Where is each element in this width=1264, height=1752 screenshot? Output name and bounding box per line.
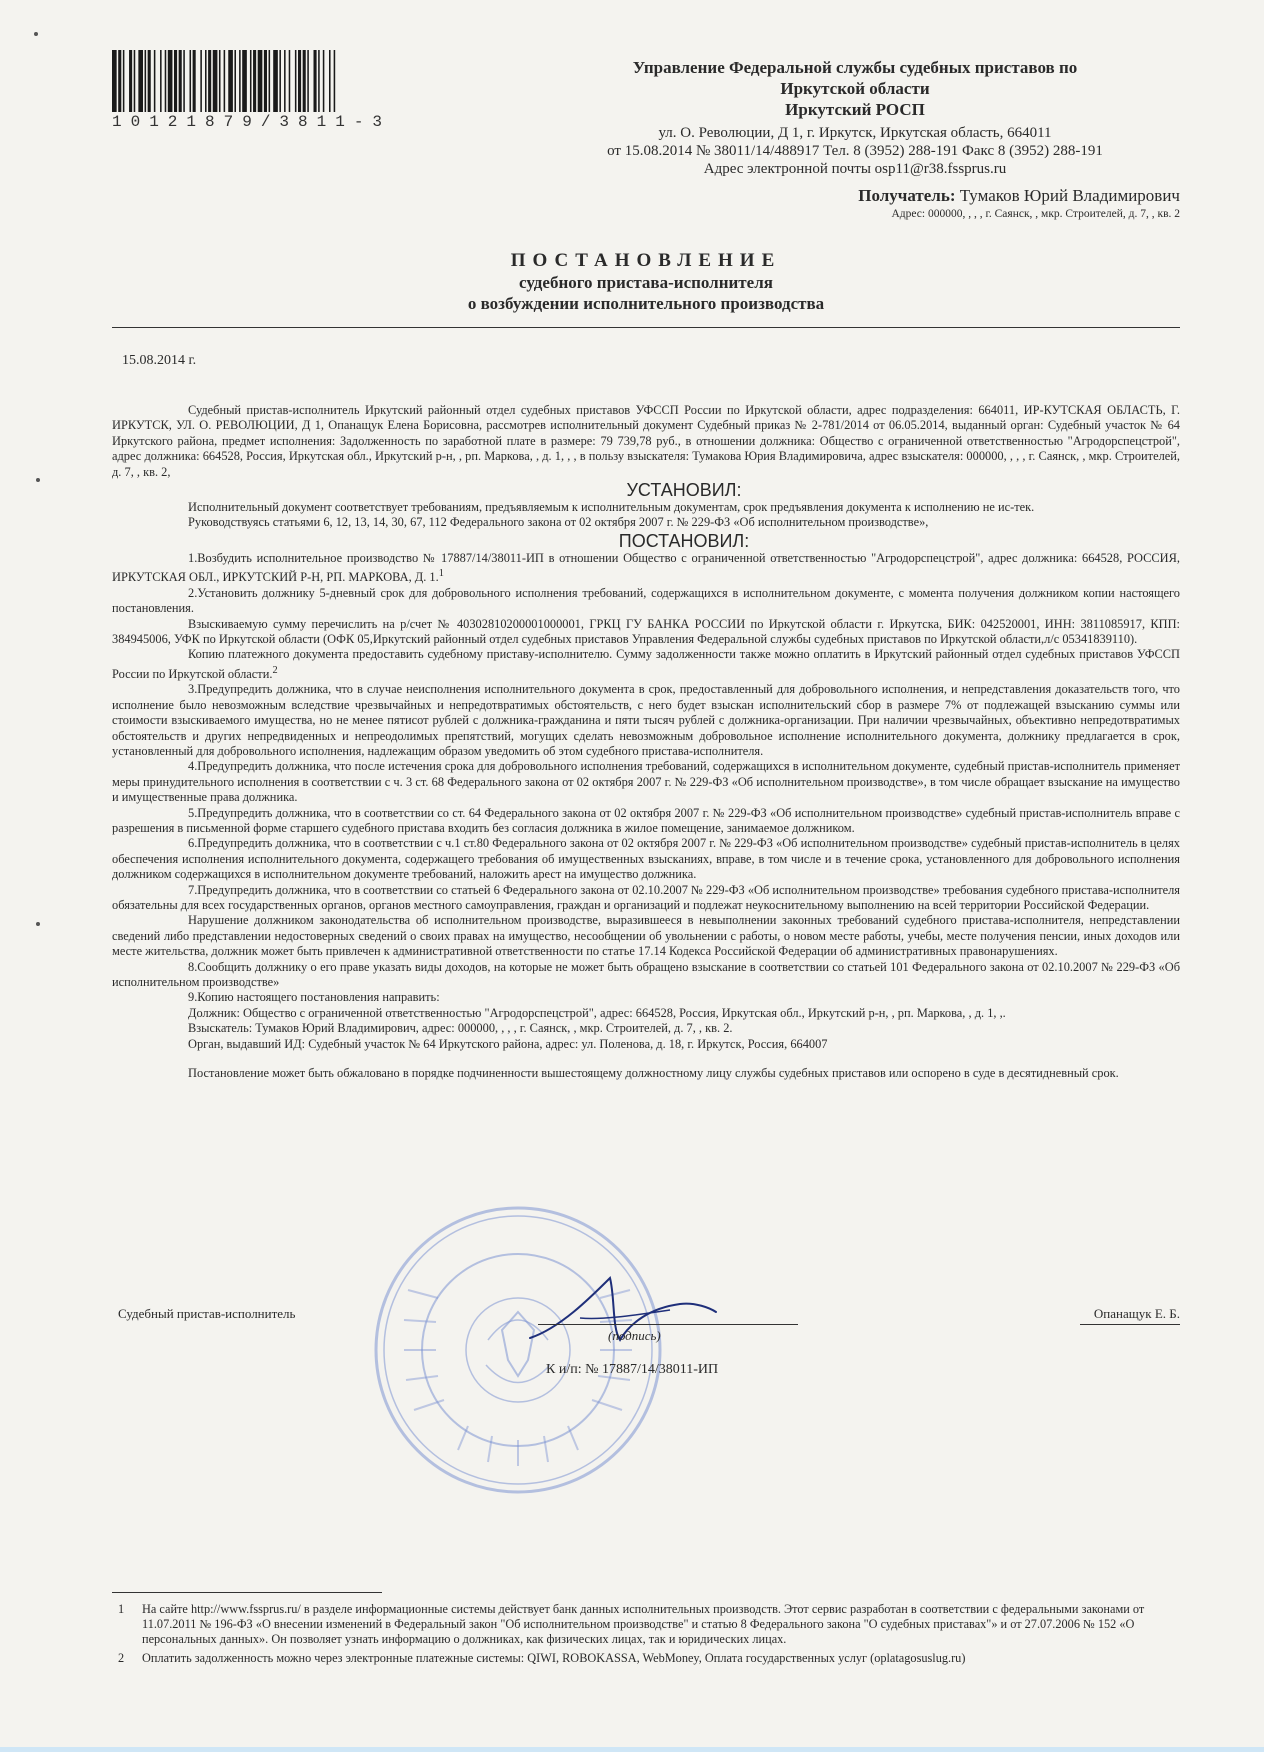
- resolution-item-3: 3.Предупредить должника, что в случае неисполнения исполнительного документа в срок, предоставленный для добровольного исполнения, и непредставления доказательств того, что исполнение было невозможным вследствие чрезвычайных и непредотвратимых обстоятельств, с него будет взыскан исполнительский сбор в размере 7% от подлежащей взысканию суммы или стоимости взыскиваемого имущества, но не менее пятисот рублей с должника-гражданина и пяти тысяч рублей с должника-организации. При наличии чрезвычайных, объективно непредотвратимых обстоятельств и других непредвиденных и непреодолимых препятствий, могущих сделать невозможным добровольное исполнение исполнительного документа, должнику предлагается в срок, установленный для добровольного исполнения, надлежащим образом уведомить об этом судебного пристава-исполнителя.: [112, 682, 1180, 758]
- title-sub1: судебного пристава-исполнителя: [519, 273, 773, 292]
- barcode-bar: [318, 50, 320, 112]
- resolution-item-7: 7.Предупредить должника, что в соответствии со статьей 6 Федерального закона от 02.10.2007 № 229-ФЗ «Об исполнительном производстве» требования судебного пристава-исполнителя обязательны для всех государственных органов, органов местного самоуправления, граждан и организаций и подлежат неукоснительному выполнению на всей территории Российской Федерации.: [112, 882, 1180, 913]
- violation-note: Нарушение должником законодательства об исполнительном производстве, выразившееся в невыполнении законных требований судебного пристава-исполнителя, непредставлении сведений либо представлении недостоверных сведений о своих правах на имущество, несообщении об увольнении с работы, о новом месте работы, учебы, месте получения пенсии, иных доходов или месте жительства, должник может быть привлечен к административной ответственности по статье 17.14 Кодекса Российской Федерации об административных правонарушениях.: [112, 913, 1180, 959]
- barcode-bar: [190, 50, 192, 112]
- footnote-number: 1: [118, 1602, 125, 1616]
- scan-speck: [36, 478, 40, 482]
- barcode-bar: [224, 50, 226, 112]
- barcode-bar: [314, 50, 317, 112]
- barcode-bar: [160, 50, 162, 112]
- barcode-bar: [165, 50, 167, 112]
- signature-line: [538, 1324, 798, 1325]
- barcode-bar: [239, 50, 241, 112]
- footnotes: [112, 1602, 1180, 1666]
- resolution-item-2: 2.Установить должнику 5-дневный срок для добровольного исполнения требований, содержащихся в исполнительном документе, с момента получения должником копии настоящего постановления.: [112, 585, 1180, 616]
- footnote-number: 2: [118, 1650, 125, 1665]
- document-title: [112, 250, 1180, 314]
- recipient-label: Получатель:: [858, 186, 956, 205]
- established-paragraph-2: Руководствуясь статьями 6, 12, 13, 14, 30, 67, 112 Федерального закона от 02 октября 2007 г. № 229-ФЗ «Об исполнительном производстве»,: [188, 515, 929, 530]
- heading-established: УСТАНОВИЛ:: [626, 480, 742, 501]
- barcode-bar: [264, 50, 267, 112]
- title-sub2: о возбуждении исполнительного производства: [467, 294, 825, 313]
- heading-resolved: ПОСТАНОВИЛ:: [618, 530, 750, 551]
- resolution-item-5: 5.Предупредить должника, что в соответствии со ст. 64 Федерального закона от 02 октября 2007 г. № 229-ФЗ «Об исполнительном производстве» судебный пристав-исполнитель вправе с разрешения в письменной форме старшего судебного пристава входить без согласия должника в жилое помещение, занимаемое должником.: [112, 805, 1180, 835]
- agency-name-line1: Управление Федеральной службы судебных приставов по: [632, 58, 1078, 77]
- payment-details: Взыскиваемую сумму перечислить на р/счет № 40302810200001000001, ГРКЦ ГУ БАНКА РОССИИ по Иркутской области г. Иркутска, БИК: 042520001, ИНН: 3811085917, КПП: 384945006, УФК по Иркутской области (ОФК 05,Иркутский районный отдел судебных приставов Управления Федеральной службы судебных приставов по Иркутской области,л/с 05341839110).: [112, 616, 1180, 646]
- barcode: [112, 50, 490, 112]
- barcode-bar: [179, 50, 182, 112]
- spacer: [112, 1052, 1180, 1066]
- established-paragraph-1: Исполнительный документ соответствует требованиям, предъявляемым к исполнительным документам, срок предъявления документа к исполнению не ис-тек.: [188, 500, 1035, 515]
- scan-speck: [36, 922, 40, 926]
- signer-position: Судебный пристав-исполнитель: [118, 1306, 296, 1321]
- barcode-bar: [334, 50, 336, 112]
- recipient-address: Адрес: 000000, , , , г. Саянск, , мкр. Строителей, д. 7, , кв. 2: [891, 208, 1180, 220]
- barcode-bar: [183, 50, 185, 112]
- barcode-bar: [253, 50, 256, 112]
- barcode-bar: [307, 50, 309, 112]
- barcode-bar: [118, 50, 121, 112]
- case-number: К и/п: № 17887/14/38011-ИП: [546, 1362, 719, 1377]
- agency-name-line2: Иркутской области: [780, 79, 930, 98]
- agency-email: Адрес электронной почты osp11@r38.fssprus.ru: [703, 161, 1007, 177]
- barcode-bar: [138, 50, 143, 112]
- barcode-bar: [208, 50, 211, 112]
- barcode-bar: [242, 50, 247, 112]
- barcode-bar: [123, 50, 125, 112]
- barcode-bar: [174, 50, 177, 112]
- payment-copy-note-text: Копию платежного документа предоставить судебному приставу-исполнителю. Сумму задолженности также можно оплатить в Иркутский районный отдел судебных приставов УФССП России по Иркутской области.: [112, 647, 1180, 681]
- payment-copy-note: [112, 647, 1180, 682]
- barcode-bar: [234, 50, 236, 112]
- recipient-block: [858, 186, 1180, 220]
- scan-edge: [0, 1747, 1264, 1752]
- copy-recipient-debtor: Должник: Общество с ограниченной ответственностью "Агродорспецстрой", адрес: 664528, Россия, Иркутская обл., Иркутский р-н, , рп. Маркова, , д. 1, ,.: [188, 1005, 1006, 1020]
- barcode-bar: [134, 50, 136, 112]
- handwritten-signature: [520, 1268, 720, 1358]
- barcode-number: 10121879/3811-3: [112, 113, 392, 131]
- recipient-name: Тумаков Юрий Владимирович: [959, 186, 1180, 205]
- barcode-bar: [200, 50, 202, 112]
- barcode-bar: [112, 50, 117, 112]
- title-main: ПОСТАНОВЛЕНИЕ: [510, 250, 782, 271]
- footnote-divider: [112, 1592, 382, 1593]
- barcode-bar: [258, 50, 263, 112]
- barcode-bar: [323, 50, 325, 112]
- resolution-item-8: 8.Сообщить должнику о его праве указать виды доходов, на которые не может быть обращено взыскание в соответствии со статьей 101 Федерального закона от 02.10.2007 № 229-ФЗ «Об исполнительном производстве»: [112, 959, 1180, 990]
- barcode-bar: [228, 50, 233, 112]
- footnote-text: На сайте http://www.fssprus.ru/ в разделе информационные системы действует банк данных исполнительных производств. Этот сервис разработан в соответствии с федеральными законами от 11.07.2011 № 196-ФЗ «О внесении изменений в Федеральный закон "Об исполнительном производстве" и статью 8 Федерального закона "О судебных приставах"» и от 27.07.2006 № 152 «О персональных данных». Он позволяет узнать информацию о должниках, как физических лицах, так и юридических лицах.: [142, 1602, 1145, 1647]
- barcode-bar: [273, 50, 278, 112]
- copy-recipient-issuer: Орган, выдавший ИД: Судебный участок № 64 Иркутского района, адрес: ул. Поленова, д. 18, г. Иркутск, Россия, 664007: [188, 1036, 828, 1051]
- resolution-item-6: 6.Предупредить должника, что в соответствии с ч.1 ст.80 Федерального закона от 02 октября 2007 г. № 229-ФЗ «Об исполнительном производстве» судебный пристав-исполнитель в целях обеспечения исполнения исполнительного документа, содержащего требования об имущественных взысканиях, вправе, в том числе и в течение срока, установленного для добровольного исполнения должником содержащихся в исполнительном документе требований, наложить арест на имущество должника.: [112, 836, 1180, 882]
- barcode-bar: [250, 50, 252, 112]
- barcode-bar: [295, 50, 297, 112]
- footnote-2: [112, 1651, 1180, 1666]
- barcode-bar: [193, 50, 196, 112]
- barcode-bar: [205, 50, 207, 112]
- footnote-text: Оплатить задолженность можно через электронные платежные системы: QIWI, ROBOKASSA, WebMoney, Оплата государственных услуг (oplatagosuslug.ru): [142, 1650, 966, 1665]
- agency-address: ул. О. Революции, Д 1, г. Иркутск, Иркутская область, 664011: [658, 125, 1052, 141]
- barcode-bar: [145, 50, 147, 112]
- barcode-bar: [298, 50, 301, 112]
- resolution-item-4: 4.Предупредить должника, что после истечения срока для добровольного исполнения требований, содержащихся в исполнительном документе, судебный пристав-исполнитель применяет меры принудительного исполнения в соответствии с ч. 3 ст. 68 Федерального закона от 02 октября 2007 г. № 229-ФЗ «Об исполнительном производстве», в том числе обращает взыскание на имущество и имущественные права должника.: [112, 759, 1180, 805]
- barcode-bar: [219, 50, 221, 112]
- signer-name: Опанащук Е. Б.: [1093, 1306, 1180, 1321]
- title-divider: [112, 327, 1180, 328]
- resolution-item-9: 9.Копию настоящего постановления направить:: [188, 990, 440, 1005]
- document-date: 15.08.2014 г.: [122, 353, 197, 368]
- resolution-item-1-text: 1.Возбудить исполнительное производство № 17887/14/38011-ИП в отношении Общество с ограниченной ответственностью "Агродорспецстрой", адрес должника: 664528, РОССИЯ, ИРКУТСКАЯ ОБЛ., ИРКУТСКИЙ Р-Н, РП. МАРКОВА, Д. 1.: [112, 550, 1180, 585]
- scan-speck: [34, 32, 38, 36]
- signature-caption: (подпись): [608, 1328, 661, 1343]
- barcode-bar: [129, 50, 132, 112]
- footnote-1: [112, 1602, 1180, 1648]
- agency-header: [560, 57, 1150, 178]
- barcode-bar: [269, 50, 271, 112]
- document-reference: от 15.08.2014 № 38011/14/488917 Тел. 8 (3952) 288-191 Факс 8 (3952) 288-191: [607, 143, 1103, 159]
- footnote-ref-1: 1: [438, 568, 444, 580]
- barcode-bar: [289, 50, 291, 112]
- barcode-bar: [168, 50, 173, 112]
- barcode-bar: [213, 50, 218, 112]
- agency-name-line3: Иркутский РОСП: [785, 100, 925, 119]
- signer-name-underline: [1080, 1324, 1180, 1325]
- copy-recipient-creditor: Взыскатель: Тумаков Юрий Владимирович, адрес: 000000, , , , г. Саянск, , мкр. Строителей, д. 7, , кв. 2.: [188, 1021, 733, 1036]
- footnote-ref-2: 2: [272, 664, 278, 676]
- barcode-bar: [329, 50, 331, 112]
- barcode-bar: [154, 50, 156, 112]
- intro-paragraph: Судебный пристав-исполнитель Иркутский районный отдел судебных приставов УФССП России по Иркутской области, адрес подразделения: 664011, ИР-КУТСКАЯ ОБЛАСТЬ, Г. ИРКУТСК, УЛ. О. РЕВОЛЮЦИИ, Д 1, Опанащук Елена Борисовна, рассмотрев исполнительный документ Судебный приказ № 2-781/2014 от 06.05.2014, выданный орган: Судебный участок № 64 Иркутского района, предмет исполнения: Задолженность по заработной плате в размере: 79 739,78 руб., в отношении должника: Общество с ограниченной ответственностью "Агродорспецстрой", адрес должника: 664528, Россия, Иркутская обл., Иркутский р-н, , рп. Маркова, , д. 1, , , в пользу взыскателя: Тумакова Юрия Владимировича, адрес взыскателя: 000000, , , , г. Саянск, , мкр. Строителей, д. 7, , кв. 2,: [112, 403, 1180, 479]
- resolution-item-1: [112, 551, 1180, 586]
- barcode-bar: [148, 50, 151, 112]
- barcode-bar: [303, 50, 306, 112]
- appeal-notice: Постановление может быть обжаловано в порядке подчиненности вышестоящему должностному лицу службы судебных приставов или оспорено в суде в десятидневный срок.: [188, 1066, 1119, 1081]
- barcode-bar: [284, 50, 286, 112]
- document-body: [112, 403, 1180, 1082]
- barcode-bar: [279, 50, 281, 112]
